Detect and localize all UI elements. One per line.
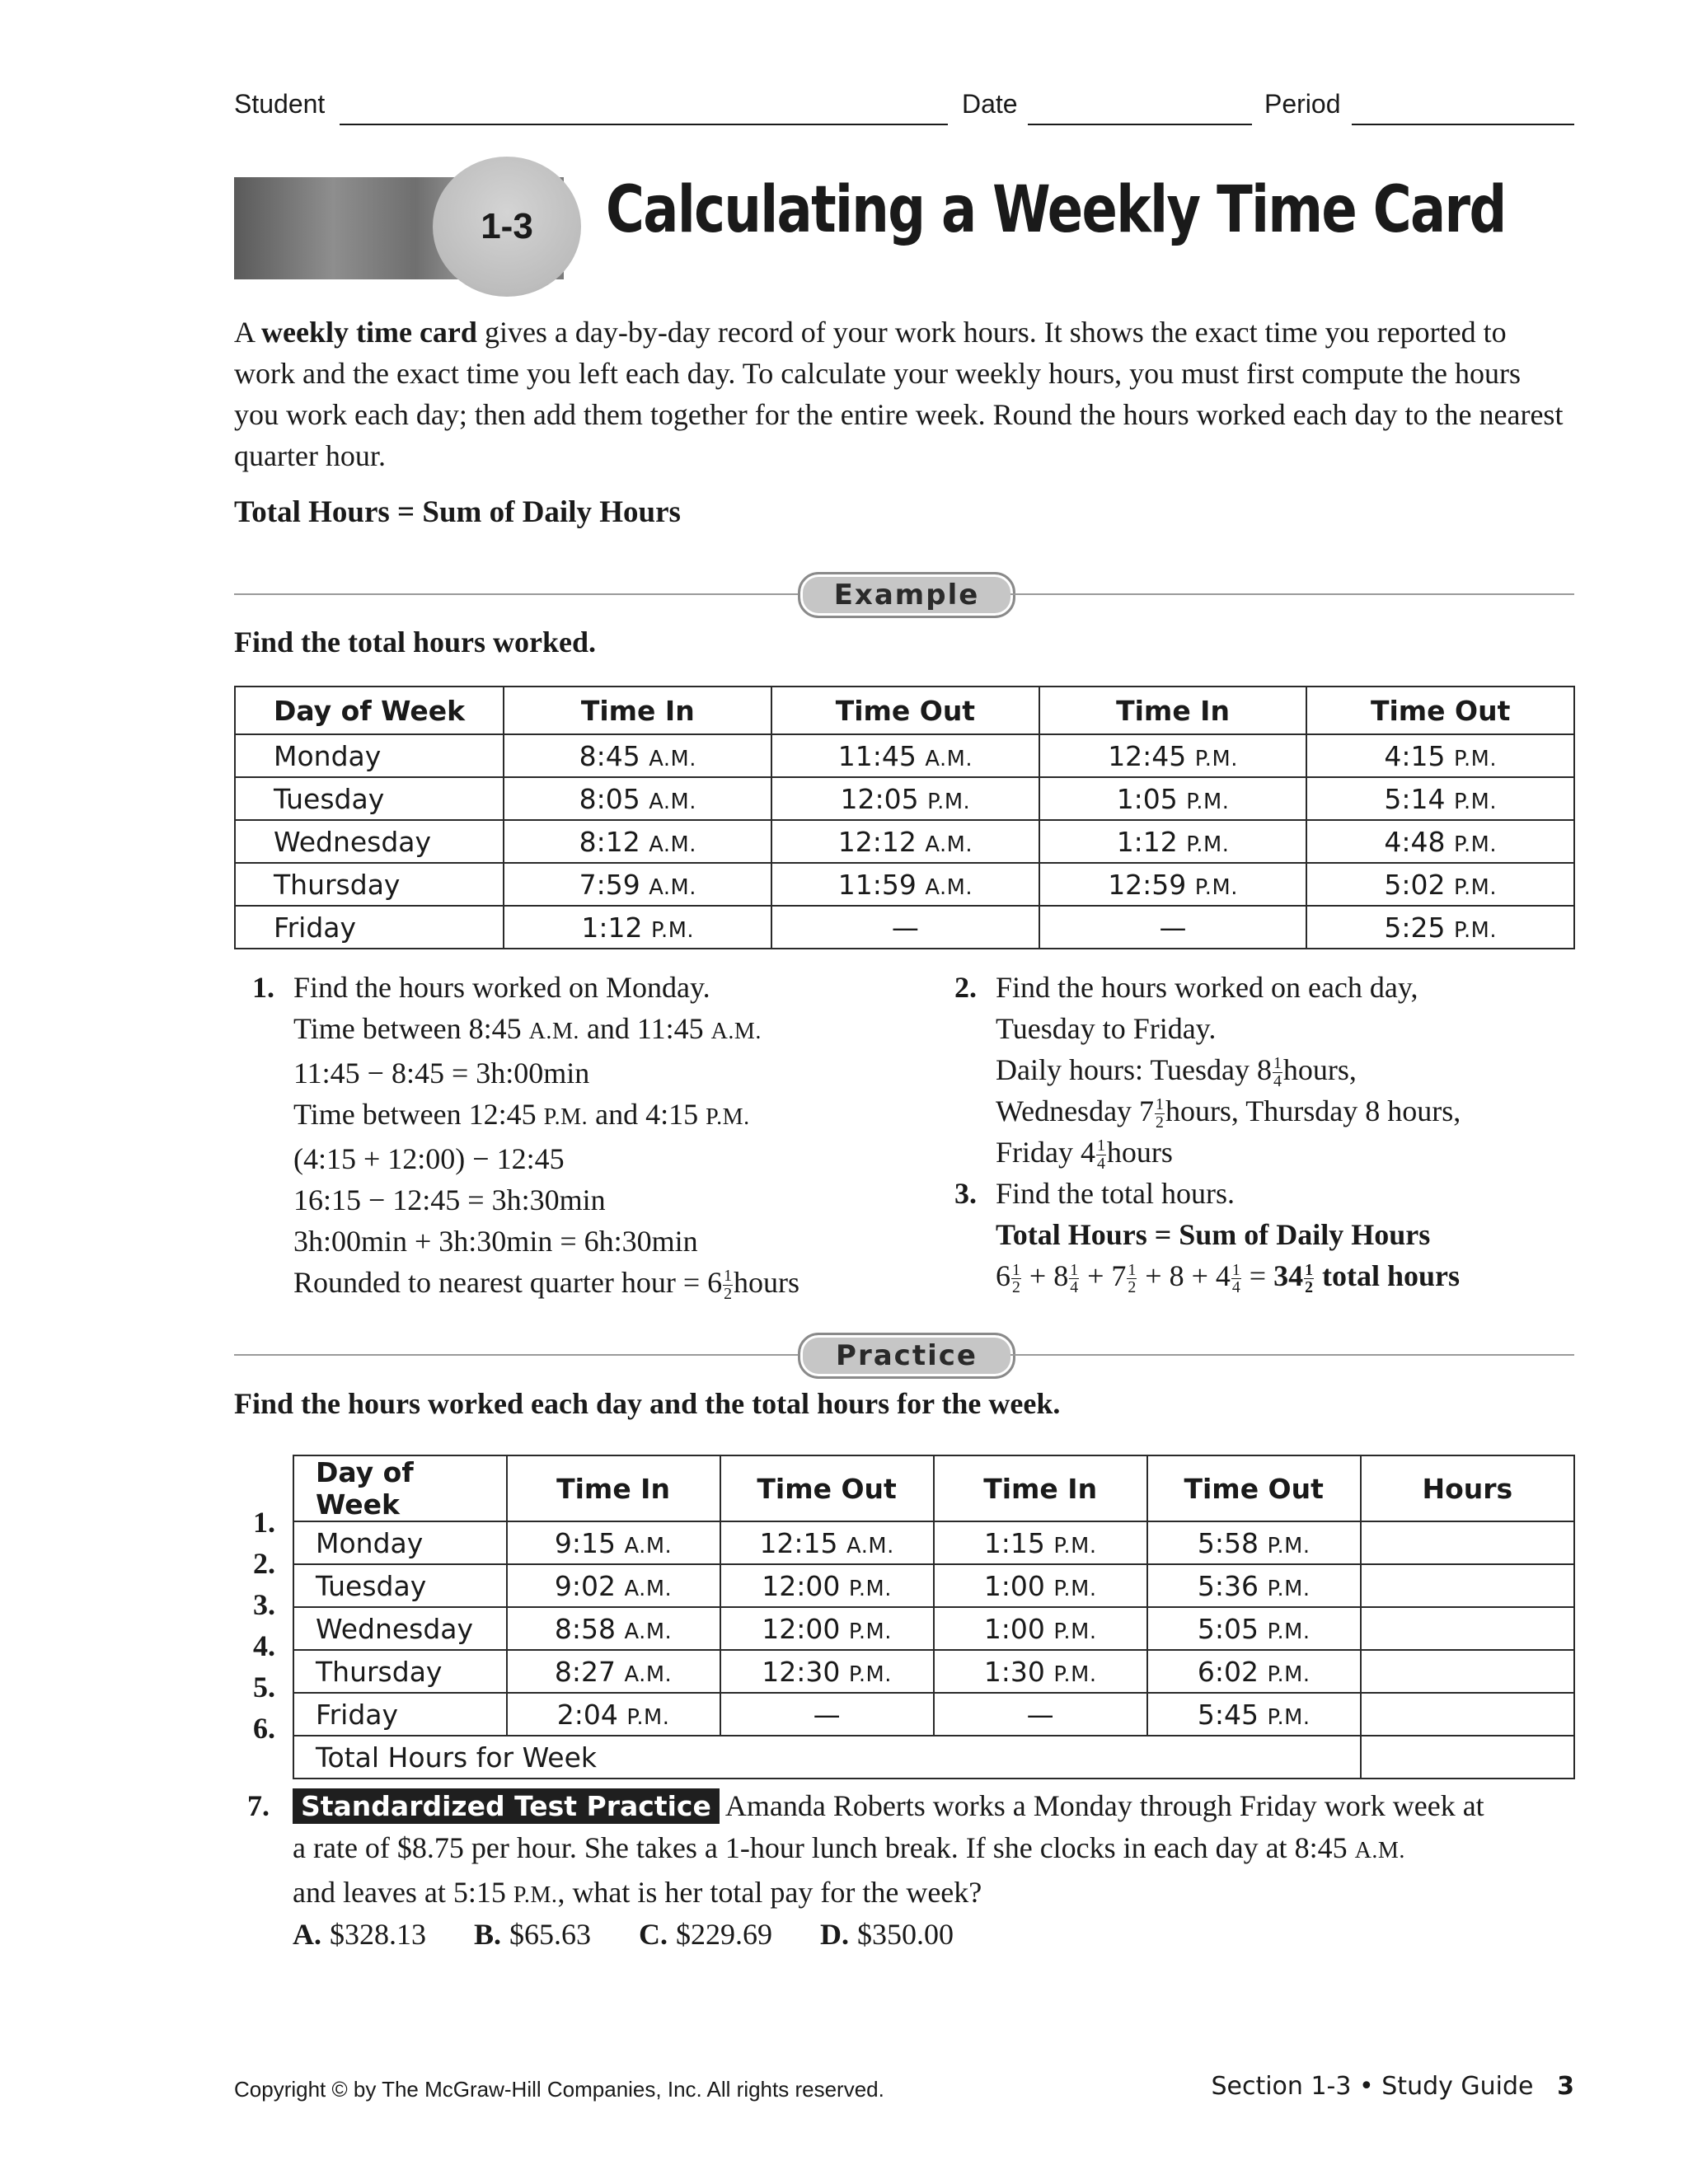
table-row xyxy=(293,1650,1574,1693)
time-cell: 11:59 A.M. xyxy=(771,863,1039,906)
student-label: Student xyxy=(234,89,326,119)
day-cell: Wednesday xyxy=(235,820,504,863)
time-cell: — xyxy=(1039,906,1307,949)
practice-label: Practice xyxy=(798,1333,1015,1379)
time-cell: 9:15 A.M. xyxy=(507,1521,720,1564)
hours-answer-cell[interactable] xyxy=(1361,1650,1574,1693)
column-header: Time Out xyxy=(771,687,1039,734)
intro-paragraph: A weekly time card gives a day-by-day record of your work hours. It shows the exact time you reported to work and the exact time you left each day. To calculate your weekly hours, you must first compute the hours you work each day; then add them together for the entire week. Round the hours worked each day to the nearest quarter hour. xyxy=(234,316,1564,472)
column-header: Time In xyxy=(934,1455,1147,1521)
time-cell: 8:12 A.M. xyxy=(504,820,771,863)
day-cell: Tuesday xyxy=(235,777,504,820)
time-cell: — xyxy=(771,906,1039,949)
table-row xyxy=(235,863,1574,906)
day-cell: Wednesday xyxy=(293,1607,507,1650)
table-row xyxy=(235,734,1574,777)
time-cell: 5:05 P.M. xyxy=(1147,1607,1361,1650)
row-number: 2. xyxy=(253,1547,275,1580)
example-divider-right xyxy=(1010,593,1574,595)
column-header: Time Out xyxy=(1147,1455,1361,1521)
hours-answer-cell[interactable] xyxy=(1361,1564,1574,1607)
column-header: Hours xyxy=(1361,1455,1574,1521)
time-cell: 8:05 A.M. xyxy=(504,777,771,820)
row-number: 4. xyxy=(253,1629,275,1662)
table-row xyxy=(235,906,1574,949)
page-title: Calculating a Weekly Time Card xyxy=(606,173,1506,247)
time-cell: 12:05 P.M. xyxy=(771,777,1039,820)
column-header: Time In xyxy=(504,687,771,734)
time-cell: 12:00 P.M. xyxy=(720,1564,934,1607)
time-cell: 9:02 A.M. xyxy=(507,1564,720,1607)
time-cell: 12:59 P.M. xyxy=(1039,863,1307,906)
practice-table-header xyxy=(293,1455,1574,1521)
time-cell: 1:12 P.M. xyxy=(1039,820,1307,863)
row-number: 6. xyxy=(253,1712,275,1745)
copyright: Copyright © by The McGraw-Hill Companies, Inc. All rights reserved. xyxy=(234,2077,884,2102)
table-row xyxy=(235,777,1574,820)
example-label: Example xyxy=(798,572,1015,618)
period-field[interactable] xyxy=(1352,91,1574,125)
time-cell: 12:30 P.M. xyxy=(720,1650,934,1693)
table-row xyxy=(293,1693,1574,1736)
time-cell: 11:45 A.M. xyxy=(771,734,1039,777)
time-cell: 1:15 P.M. xyxy=(934,1521,1147,1564)
time-cell: 12:45 P.M. xyxy=(1039,734,1307,777)
total-row xyxy=(293,1736,1574,1779)
answer-option[interactable]: A. $328.13 xyxy=(293,1918,426,1951)
time-cell: 5:45 P.M. xyxy=(1147,1693,1361,1736)
example-steps-2-3: 2. Find the hours worked on each day, Tuesday to Friday. Daily hours: Tuesday 8 $\frac{1}{4}$ hours, Wednesday 7 $\frac{1}{2}$ hours, Thursday 8 hours, Friday 4 $\frac{1}{4}$ hours 3. Find the total hours. Total Hours = Sum of Daily Hours 6 $\frac{1}{2}$ + 8 $\frac{1}{4}$ + 7 $\frac{1}{2}$ + 8 + 4 $\frac{1}{4}$ = 34 $\frac{1}{2}$ total hours xyxy=(954,971,1461,1297)
row-number: 1. xyxy=(253,1506,275,1539)
time-cell: 5:14 P.M. xyxy=(1306,777,1574,820)
time-cell: 1:00 P.M. xyxy=(934,1564,1147,1607)
column-header: Time Out xyxy=(720,1455,934,1521)
day-cell: Monday xyxy=(293,1521,507,1564)
period-label: Period xyxy=(1264,89,1341,119)
column-header: Time In xyxy=(507,1455,720,1521)
example-divider-left xyxy=(234,593,798,595)
practice-row-numbers xyxy=(234,1502,275,1749)
column-header: Day of Week xyxy=(235,687,504,734)
time-cell: 12:00 P.M. xyxy=(720,1607,934,1650)
time-cell: 8:27 A.M. xyxy=(507,1650,720,1693)
time-cell: 1:12 P.M. xyxy=(504,906,771,949)
time-cell: 8:45 A.M. xyxy=(504,734,771,777)
day-cell: Tuesday xyxy=(293,1564,507,1607)
time-cell: 5:58 P.M. xyxy=(1147,1521,1361,1564)
hours-answer-cell[interactable] xyxy=(1361,1607,1574,1650)
table-row xyxy=(293,1521,1574,1564)
hours-answer-cell[interactable] xyxy=(1361,1521,1574,1564)
answer-option[interactable]: C. $229.69 xyxy=(639,1918,773,1951)
student-field[interactable] xyxy=(340,91,948,125)
table-row xyxy=(235,820,1574,863)
time-cell: 5:36 P.M. xyxy=(1147,1564,1361,1607)
practice-prompt: Find the hours worked each day and the total hours for the week. xyxy=(234,1387,1061,1420)
time-cell: — xyxy=(934,1693,1147,1736)
time-cell: 8:58 A.M. xyxy=(507,1607,720,1650)
day-cell: Friday xyxy=(293,1693,507,1736)
column-header: Time Out xyxy=(1306,687,1574,734)
lesson-number-badge: 1-3 xyxy=(433,157,581,297)
time-cell: 4:48 P.M. xyxy=(1306,820,1574,863)
example-prompt: Find the total hours worked. xyxy=(234,626,597,658)
answer-options xyxy=(293,1917,1001,1952)
day-cell: Friday xyxy=(235,906,504,949)
date-label: Date xyxy=(962,89,1018,119)
time-cell: 5:02 P.M. xyxy=(1306,863,1574,906)
time-cell: — xyxy=(720,1693,934,1736)
day-cell: Monday xyxy=(235,734,504,777)
formula: Total Hours = Sum of Daily Hours xyxy=(234,495,681,529)
standardized-test-badge: Standardized Test Practice xyxy=(293,1788,720,1824)
row-number: 3. xyxy=(253,1588,275,1621)
table-row xyxy=(293,1564,1574,1607)
example-table xyxy=(234,686,1575,949)
table-row xyxy=(293,1607,1574,1650)
practice-table xyxy=(293,1455,1575,1779)
time-cell: 7:59 A.M. xyxy=(504,863,771,906)
time-cell: 1:00 P.M. xyxy=(934,1607,1147,1650)
page-footer: Section 1-3 • Study Guide 3 xyxy=(1211,2072,1574,2101)
day-cell: Thursday xyxy=(293,1650,507,1693)
column-header: Day of Week xyxy=(293,1455,507,1521)
time-cell: 1:30 P.M. xyxy=(934,1650,1147,1693)
time-cell: 5:25 P.M. xyxy=(1306,906,1574,949)
time-cell: 1:05 P.M. xyxy=(1039,777,1307,820)
day-cell: Thursday xyxy=(235,863,504,906)
date-field[interactable] xyxy=(1028,91,1252,125)
row-number: 5. xyxy=(253,1671,275,1704)
column-header: Time In xyxy=(1039,687,1307,734)
answer-option[interactable]: D. $350.00 xyxy=(820,1918,954,1951)
example-table-header xyxy=(235,687,1574,734)
question-7: 7. Standardized Test Practice Amanda Roberts works a Monday through Friday work week at a rate of $8.75 per hour. She takes a 1-hour lunch break. If she clocks in each day at 8:45 A.M. and leaves at 5:15 P.M., what is her total pay for the week? xyxy=(247,1789,1484,1909)
total-hours-answer-cell[interactable] xyxy=(1361,1736,1574,1779)
time-cell: 12:12 A.M. xyxy=(771,820,1039,863)
time-cell: 4:15 P.M. xyxy=(1306,734,1574,777)
hours-answer-cell[interactable] xyxy=(1361,1693,1574,1736)
example-step-1: 1. Find the hours worked on Monday. Time between 8:45 A.M. and 11:45 A.M. 11:45 − 8:45 = 3h:00min Time between 12:45 P.M. and 4:15 P.M. (4:15 + 12:00) − 12:45 16:15 − 12:45 = 3h:30min 3h:00min + 3h:30min = 6h:30min Rounded to nearest quarter hour = 6 $\frac{1}{2}$ hours xyxy=(252,971,800,1304)
key-term: weekly time card xyxy=(261,316,477,349)
time-cell: 2:04 P.M. xyxy=(507,1693,720,1736)
time-cell: 12:15 A.M. xyxy=(720,1521,934,1564)
answer-option[interactable]: B. $65.63 xyxy=(474,1918,592,1951)
practice-divider-left xyxy=(234,1354,798,1356)
total-label: Total Hours for Week xyxy=(293,1736,1361,1779)
time-cell: 6:02 P.M. xyxy=(1147,1650,1361,1693)
practice-divider-right xyxy=(1010,1354,1574,1356)
